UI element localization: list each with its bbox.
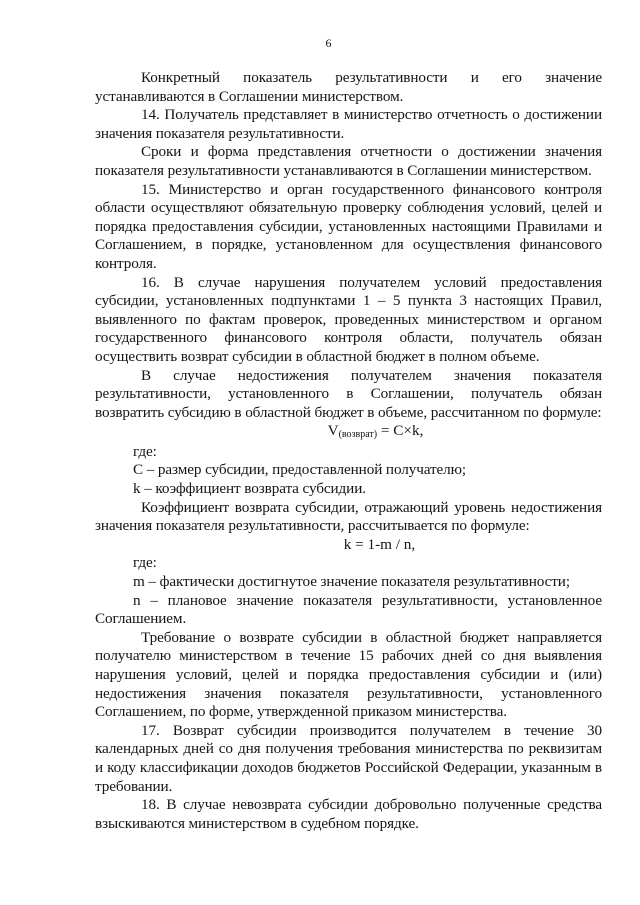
definition-c: С – размер субсидии, предоставленной получателю; [133,461,467,479]
paragraph-indicator-value: Конкретный показатель результативности и его значение устанавливаются в Соглашении министерством. [95,69,602,105]
paragraph-return-requirement: Требование о возврате субсидии в областной бюджет направляется получателю министерством в течение 15 рабочих дней со дня выявления нарушения условий, целей и порядка предоставления субсидии и (или) недостижения значения показателя результативности, установленного Соглашением, по форме, утвержденной приказом министерства. [95,628,602,721]
page-number: 6 [325,36,332,50]
paragraph-15: 15. Министерство и орган государственного финансового контроля области осуществляют обязательную проверку соблюдения условий, целей и порядка предоставления субсидии, установленных настоящими Правилами и Соглашением, в порядке, установленном для осуществления финансового контроля. [95,180,602,272]
formula-return-volume: $V_{(возврат)} = C\times k$, [327,422,424,441]
formula-subscript: (возврат) [338,429,378,441]
formula-coefficient: k = 1-m / n, [343,535,416,553]
paragraph-14: 14. Получатель представляет в министерство отчетность о достижении значения показателя результативности. [95,106,602,142]
definition-m: m – фактически достигнутое значение показателя результативности; [133,573,570,591]
paragraph-17: 17. Возврат субсидии производится получателем в течение 30 календарных дней со дня получения требования министерства по реквизитам и коду классификации доходов бюджетов Российской Федерации, указанным в требовании. [95,721,602,795]
definition-k: k – коэффициент возврата субсидии. [133,480,366,498]
paragraph-reporting-terms: Сроки и форма представления отчетности о достижении значения показателя результативности устанавливаются в Соглашении министерством. [95,143,602,179]
paragraph-non-achievement: В случае недостижения получателем значения показателя результативности, установленного в Соглашении, получатель обязан возвратить субсидию в областной бюджет в объеме, рассчитанном по формуле: [95,366,602,421]
paragraph-16: 16. В случае нарушения получателем условий предоставления субсидии, установленных подпунктами 1 – 5 пункта 3 настоящих Правил, выявленного по фактам проверок, проведенных министерством и органом государственного финансового контроля области, получатель обязан осуществить возврат субсидии в областной бюджет в полном объеме. [95,273,602,365]
paragraph-18: 18. В случае невозврата субсидии добровольно полученные средства взыскиваются министерством в судебном порядке. [95,796,602,832]
where-label-1: где: [133,442,157,460]
where-label-2: где: [133,554,157,572]
definition-n: n – плановое значение показателя результативности, установленное Соглашением. [95,591,602,628]
paragraph-coefficient: Коэффициент возврата субсидии, отражающий уровень недостижения значения показателя результативности, рассчитывается по формуле: [95,498,602,535]
